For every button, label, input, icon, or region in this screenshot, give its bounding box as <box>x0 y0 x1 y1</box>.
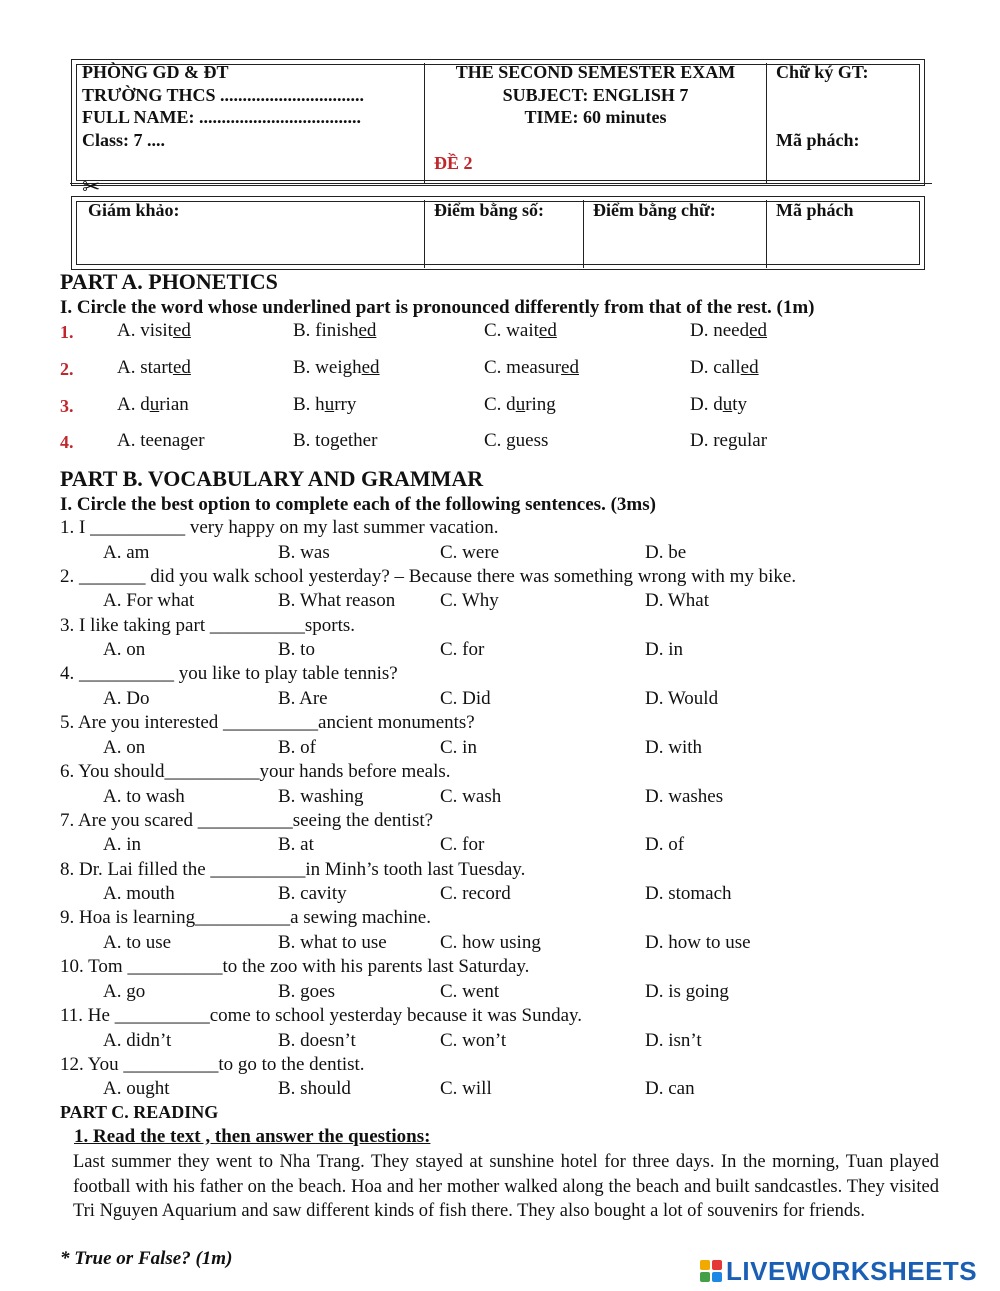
grammar-option[interactable]: B. of <box>278 736 316 758</box>
grammar-option[interactable]: A. in <box>103 834 141 856</box>
underlined-part: u <box>722 394 733 415</box>
grammar-option[interactable]: C. won’t <box>440 1029 507 1051</box>
phonetics-option[interactable] <box>117 320 191 342</box>
phonetics-option[interactable] <box>484 320 557 342</box>
ma-phach-label: Mã phách: <box>776 130 860 150</box>
option-text: B. together <box>293 430 378 451</box>
grammar-option[interactable]: D. isn’t <box>645 1029 702 1051</box>
phonetics-option[interactable] <box>484 394 556 416</box>
option-text: A. visit <box>117 320 173 341</box>
part-c-instruction: 1. Read the text , then answer the questions: <box>74 1126 431 1147</box>
phonetics-option[interactable] <box>484 357 579 379</box>
phonetics-option[interactable] <box>117 430 205 452</box>
grammar-option[interactable]: D. how to use <box>645 931 751 953</box>
option-text: D. call <box>690 357 741 378</box>
underlined-part: ed <box>749 320 768 341</box>
option-text: D. d <box>690 394 723 415</box>
underlined-part: u <box>149 394 160 415</box>
option-text: B. weigh <box>293 357 362 378</box>
option-text: C. measur <box>484 357 562 378</box>
part-b-instruction: I. Circle the best option to complete each of the following sentences. (3ms) <box>60 494 656 515</box>
option-text: A. d <box>117 394 150 415</box>
underlined-part: ed <box>740 357 759 378</box>
exam-subject: SUBJECT: ENGLISH 7 <box>502 85 689 105</box>
grammar-option[interactable]: B. should <box>278 1078 351 1100</box>
grammar-option[interactable]: D. Would <box>645 687 719 709</box>
header-divider-2 <box>766 63 767 184</box>
part-a-instruction: I. Circle the word whose underlined part is pronounced differently from that of the rest. (1m) <box>60 297 815 318</box>
underlined-part: ed <box>172 320 191 341</box>
grammar-option[interactable]: A. to wash <box>103 785 185 807</box>
grammar-option[interactable]: B. doesn’t <box>278 1029 356 1051</box>
grammar-option[interactable]: D. be <box>645 541 687 563</box>
grammar-question: 7. Are you scared __________seeing the dentist? <box>60 809 434 831</box>
exam-title: THE SECOND SEMESTER EXAM <box>455 62 736 82</box>
grammar-option[interactable]: B. to <box>278 639 315 661</box>
grammar-option[interactable]: C. Why <box>440 590 499 612</box>
grammar-option[interactable]: C. for <box>440 639 485 661</box>
logo-mark-icon <box>700 1260 722 1282</box>
underlined-part: u <box>324 394 335 415</box>
grammar-option[interactable]: D. with <box>645 736 702 758</box>
score-divider-2 <box>583 200 584 268</box>
option-text: C. wait <box>484 320 539 341</box>
ma-phach-cell: Mã phách <box>776 200 854 220</box>
exam-code: ĐỀ 2 <box>434 153 473 173</box>
grammar-option[interactable]: C. for <box>440 834 485 856</box>
grammar-option[interactable]: B. cavity <box>278 883 347 905</box>
grammar-option[interactable]: A. For what <box>103 590 195 612</box>
reading-passage: Last summer they went to Nha Trang. They stayed at sunshine hotel for three days. In the morning, Tuan played football with his father on the beach. Hoa and her mother walked along the beach and built sandcastles. They visited Tri Nguyen Aquarium and saw different kinds of fish there. They also bought a lot of souvenirs for friends. <box>73 1152 939 1221</box>
grammar-option[interactable]: A. mouth <box>103 883 175 905</box>
score-words-label: Điểm bằng chữ: <box>593 200 716 220</box>
phonetics-question-number: 1. <box>60 322 74 342</box>
part-a-title: PART A. PHONETICS <box>60 269 278 294</box>
grammar-option[interactable]: A. didn’t <box>103 1029 172 1051</box>
grammar-option[interactable]: C. how using <box>440 931 541 953</box>
option-text-rest: rian <box>159 394 189 415</box>
cut-line <box>70 183 932 184</box>
header-school: TRƯỜNG THCS ................................ <box>82 85 365 105</box>
grammar-option[interactable]: D. can <box>645 1078 695 1100</box>
grammar-question: 8. Dr. Lai filled the __________in Minh’s tooth last Tuesday. <box>60 858 526 880</box>
score-number-label: Điểm bằng số: <box>434 200 545 220</box>
phonetics-option[interactable] <box>293 357 380 379</box>
phonetics-option[interactable] <box>117 357 191 379</box>
grammar-question: 2. _______ did you walk school yesterday? – Because there was something wrong with my bike. <box>60 565 797 587</box>
phonetics-question-number: 2. <box>60 359 74 379</box>
phonetics-option[interactable] <box>690 320 767 342</box>
logo-text: LIVEWORKSHEETS <box>726 1255 978 1286</box>
grammar-option[interactable]: C. Did <box>440 687 491 709</box>
grammar-option[interactable]: B. Are <box>278 687 328 709</box>
underlined-part: u <box>515 394 526 415</box>
header-class: Class: 7 .... <box>82 130 166 150</box>
grammar-option[interactable]: B. washing <box>278 785 364 807</box>
scissors-icon: ✂ <box>82 174 101 199</box>
grammar-option[interactable]: A. am <box>103 541 150 563</box>
grammar-option[interactable]: B. What reason <box>278 590 396 612</box>
grammar-option[interactable]: D. What <box>645 590 710 612</box>
grammar-question: 10. Tom __________to the zoo with his parents last Saturday. <box>60 956 530 978</box>
underlined-part: ed <box>361 357 380 378</box>
option-text: D. regular <box>690 430 768 451</box>
underlined-part: ed <box>538 320 557 341</box>
grammar-option[interactable]: A. to use <box>103 931 172 953</box>
part-c-title: PART C. READING <box>60 1102 219 1122</box>
grammar-option[interactable]: B. was <box>278 541 330 563</box>
grammar-option[interactable]: C. wash <box>440 785 502 807</box>
score-divider-1 <box>424 200 425 268</box>
phonetics-question-number: 3. <box>60 396 74 416</box>
part-b-title: PART B. VOCABULARY AND GRAMMAR <box>60 466 484 491</box>
grammar-option[interactable]: C. in <box>440 736 477 758</box>
underlined-part: ed <box>172 357 191 378</box>
grammar-option[interactable]: D. stomach <box>645 883 732 905</box>
grammar-question: 5. Are you interested __________ancient monuments? <box>60 712 475 734</box>
option-text: C. guess <box>484 430 549 451</box>
grammar-option[interactable]: D. washes <box>645 785 724 807</box>
option-text-rest: ty <box>732 394 748 415</box>
grammar-question: 1. I __________ very happy on my last summer vacation. <box>60 517 499 538</box>
grammar-question: 3. I like taking part __________sports. <box>60 614 355 636</box>
option-text-rest: ring <box>525 394 556 415</box>
phonetics-question-number: 4. <box>60 432 74 452</box>
grammar-option[interactable]: A. ought <box>103 1078 170 1100</box>
grammar-option[interactable]: B. at <box>278 834 314 856</box>
underlined-part: ed <box>561 357 579 378</box>
grammar-question: 9. Hoa is learning__________a sewing machine. <box>60 907 431 929</box>
grammar-option[interactable]: C. went <box>440 980 500 1002</box>
grammar-option[interactable]: C. will <box>440 1078 492 1100</box>
grammar-option[interactable]: B. what to use <box>278 931 387 953</box>
underlined-part: ed <box>358 320 377 341</box>
option-text: A. start <box>117 357 173 378</box>
grammar-option[interactable]: A. on <box>103 639 146 661</box>
grammar-option[interactable]: A. go <box>103 980 146 1002</box>
phonetics-option[interactable] <box>690 394 747 416</box>
option-text: B. h <box>293 394 325 415</box>
option-text: D. need <box>690 320 750 341</box>
score-divider-3 <box>766 200 767 268</box>
phonetics-option[interactable] <box>293 394 356 416</box>
option-text: A. teenager <box>117 430 205 451</box>
grammar-option[interactable]: D. in <box>645 639 683 661</box>
grammar-question: 11. He __________come to school yesterday because it was Sunday. <box>60 1005 583 1026</box>
grammar-option[interactable]: D. is going <box>645 980 729 1002</box>
option-text-rest: rry <box>334 394 357 415</box>
header-fullname: FULL NAME: .................................... <box>82 107 361 127</box>
grammar-option[interactable]: D. of <box>645 834 685 856</box>
true-false-heading: * True or False? (1m) <box>60 1248 233 1269</box>
phonetics-option[interactable] <box>484 430 548 452</box>
grammar-question: 4. __________ you like to play table tennis? <box>60 663 398 685</box>
grammar-option[interactable]: C. record <box>440 883 511 905</box>
grammar-option[interactable]: A. Do <box>103 687 150 709</box>
grammar-option[interactable]: C. were <box>440 541 500 563</box>
option-text: B. finish <box>293 320 359 341</box>
signature-label: Chữ ký GT: <box>776 62 869 82</box>
examiner-label: Giám khảo: <box>88 200 180 220</box>
grammar-question: 6. You should__________your hands before meals. <box>60 761 451 782</box>
grammar-option[interactable]: A. on <box>103 736 146 758</box>
phonetics-option[interactable] <box>690 357 759 379</box>
option-text: C. d <box>484 394 516 415</box>
phonetics-option[interactable] <box>117 394 189 416</box>
liveworksheets-logo <box>700 1255 978 1286</box>
phonetics-option[interactable] <box>690 430 767 452</box>
phonetics-option[interactable] <box>293 430 377 452</box>
phonetics-option[interactable] <box>293 320 376 342</box>
grammar-option[interactable]: B. goes <box>278 980 335 1002</box>
grammar-question: 12. You __________to go to the dentist. <box>60 1053 365 1075</box>
header-dept: PHÒNG GD & ĐT <box>82 62 229 82</box>
exam-time: TIME: 60 minutes <box>524 107 667 127</box>
